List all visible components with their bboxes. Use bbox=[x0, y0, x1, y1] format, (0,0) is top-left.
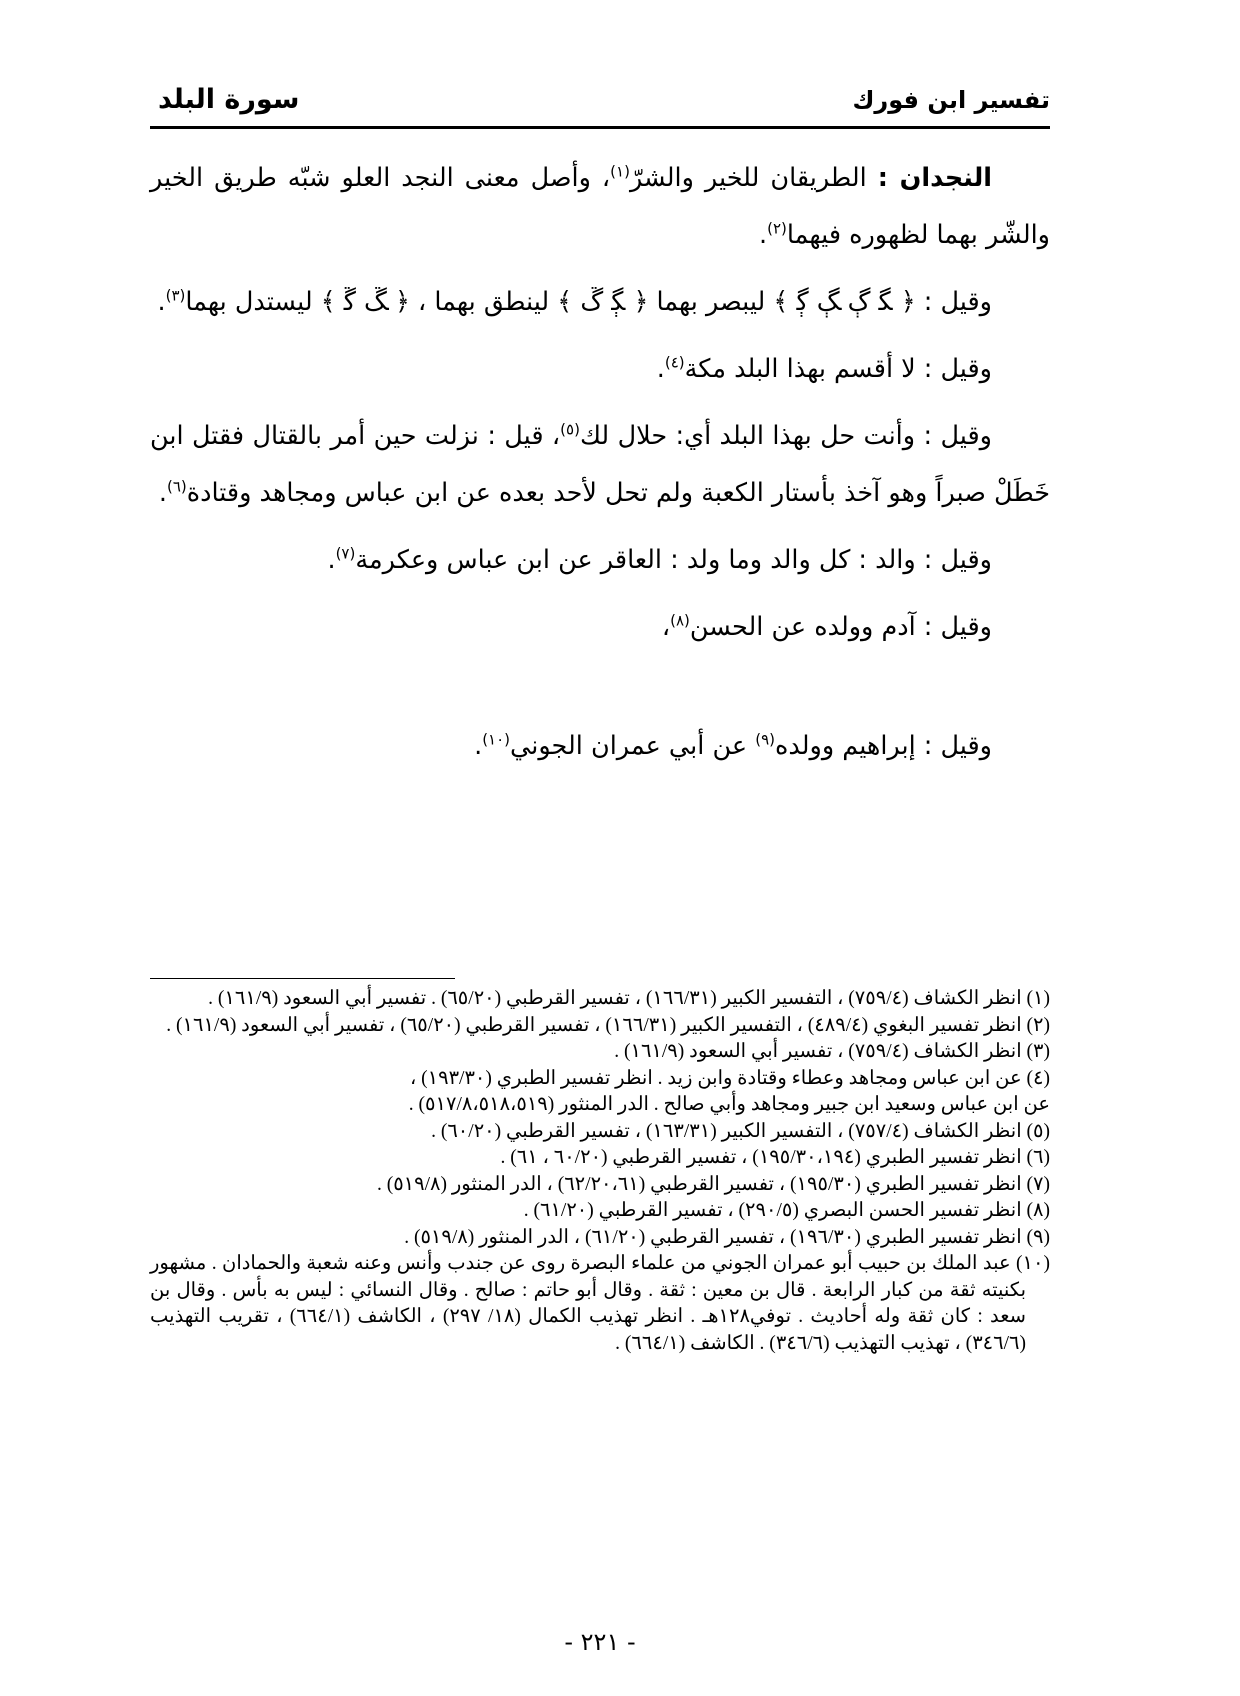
footnote-ref-3: (٣) bbox=[165, 286, 186, 305]
paragraph-hill bbox=[150, 408, 1050, 522]
book-title: تفسير ابن فورك bbox=[852, 86, 1050, 114]
footnote-item: (٢) انظر تفسير البغوي (٤٨٩/٤) ، التفسير الكبير (١٦٦/٣١) ، تفسير القرطبي (٦٥/٢٠) ، تفسير أبي السعود (١٦١/٩) . bbox=[166, 1014, 1050, 1036]
paragraph-end: ، bbox=[661, 612, 671, 642]
footnote-ref-8: (٨) bbox=[670, 611, 690, 630]
footnote-ref-10: (١٠) bbox=[482, 730, 511, 749]
paragraph-adam bbox=[150, 599, 1050, 656]
footnote-ref-2: (٢) bbox=[767, 219, 787, 238]
paragraph-end: . bbox=[656, 354, 665, 384]
footnote-item: (٣) انظر الكشاف (٧٥٩/٤) ، تفسير أبي السعود (١٦١/٩) . bbox=[614, 1041, 1050, 1062]
footnote-ref-4: (٤) bbox=[664, 353, 685, 372]
paragraph-makkah bbox=[150, 341, 1050, 398]
footnote-continuation: عن ابن عباس وسعيد ابن جبير ومجاهد وأبي صالح . الدر المنثور (٥١٧/٨،٥١٨،٥١٩) . bbox=[408, 1094, 1050, 1115]
paragraph-text: وقيل : ﴿ ﮕ ﮖ ﮗ ﮘ ﴾ ليبصر بهما ﴿ ﮙ ﮚ ﴾ لينطق بهما ، ﴿ ﮛ ﮜ ﴾ ليستدل بهما bbox=[185, 287, 992, 317]
paragraph-text: وقيل : آدم وولده عن الحسن bbox=[689, 612, 992, 642]
footnote-item: (١٠) عبد الملك بن حبيب أبو عمران الجوني من علماء البصرة روى عن جندب وأنس وعنه شعبة والحمادان . مشهور بكنيته ثقة من كبار الرابعة . قال بن معين : ثقة . وقال أبو حاتم : صالح . وقال النسائي : ليس به بأس . وقال بن سعد : كان ثقة وله أحاديث . توفي١٢٨هـ . انظر تهذيب الكمال (١٨/ ٢٩٧) ، الكاشف (٦٦٤/١) ، تقريب التهذيب (٣٤٦/٦) ، تهذيب التهذيب (٣٤٦/٦) . الكاشف (٦٦٤/١) . bbox=[150, 1253, 1050, 1354]
footnote-ref-6: (٦) bbox=[166, 477, 187, 496]
page-number: - ٢٢١ - bbox=[564, 1628, 636, 1656]
main-text bbox=[150, 150, 1050, 775]
footnote-ref-1: (١) bbox=[610, 162, 630, 181]
defined-term: النجدان : bbox=[877, 163, 993, 193]
footnote-item: (٦) انظر تفسير الطبري (١٩٥/٣٠،١٩٤) ، تفسير القرطبي (٦٠/٢٠ ، ٦١) . bbox=[500, 1147, 1050, 1168]
footnote-item: (٧) انظر تفسير الطبري (١٩٥/٣٠) ، تفسير القرطبي (٦٢/٢٠،٦١) ، الدر المنثور (٥١٩/٨) . bbox=[376, 1173, 1050, 1195]
paragraph-text: وقيل : والد : كل والد وما ولد : العاقر عن ابن عباس وعكرمة bbox=[355, 545, 992, 575]
footnote-ref-5: (٥) bbox=[560, 420, 580, 439]
paragraph-najdan bbox=[150, 150, 1050, 264]
footnote-ref-9: (٩) bbox=[755, 730, 775, 749]
paragraph-text: ، وأصل معنى النجد العلو شبّه طريق الخير والشّر بهما لظهوره فيهما bbox=[150, 163, 1050, 250]
footnote-separator bbox=[150, 978, 455, 979]
footnote-item: (٨) انظر تفسير الحسن البصري (٢٩٠/٥) ، تفسير القرطبي (٦١/٢٠) . bbox=[523, 1200, 1050, 1221]
paragraph-end: . bbox=[327, 545, 336, 575]
paragraph-end: . bbox=[157, 287, 166, 317]
paragraph-text: عن أبي عمران الجوني bbox=[510, 731, 756, 761]
paragraph-walid bbox=[150, 532, 1050, 589]
paragraph-text: ، قيل : نزلت حين أمر بالقتال فقتل ابن خَطَلْ صبراً وهو آخذ بأستار الكعبة ولم تحل لأحد بعده عن ابن عباس ومجاهد وقتادة bbox=[150, 421, 1050, 508]
paragraph-end: . bbox=[759, 220, 768, 250]
footnote-item: (٤) عن ابن عباس ومجاهد وعطاء وقتادة وابن زيد . انظر تفسير الطبري (١٩٣/٣٠) ، bbox=[409, 1067, 1050, 1089]
footnote-ref-7: (٧) bbox=[335, 544, 356, 563]
paragraph-end: . bbox=[158, 478, 167, 508]
footnote-item: (١) انظر الكشاف (٧٥٩/٤) ، التفسير الكبير (١٦٦/٣١) ، تفسير القرطبي (٦٥/٢٠) . تفسير أبي السعود (١٦١/٩) . bbox=[208, 988, 1050, 1009]
footnote-item: (٥) انظر الكشاف (٧٥٧/٤) ، التفسير الكبير (١٦٣/٣١) ، تفسير القرطبي (٦٠/٢٠) . bbox=[431, 1120, 1050, 1142]
footnotes bbox=[150, 986, 1050, 1357]
paragraph-text: وقيل : إبراهيم وولده bbox=[774, 731, 992, 761]
paragraph-end: . bbox=[474, 731, 483, 761]
paragraph-ibrahim bbox=[150, 718, 1050, 775]
paragraph-quran-verse bbox=[150, 274, 1050, 331]
paragraph-text: وقيل : وأنت حل بهذا البلد أي: حلال لك bbox=[579, 421, 992, 451]
document-page bbox=[150, 0, 1050, 1696]
running-header bbox=[150, 82, 1050, 129]
footnote-item: (٩) انظر تفسير الطبري (١٩٦/٣٠) ، تفسير القرطبي (٦١/٢٠) ، الدر المنثور (٥١٩/٨) . bbox=[404, 1226, 1050, 1248]
paragraph-text: الطريقان للخير والشرّ bbox=[629, 163, 878, 193]
surah-title: سورة البلد bbox=[158, 84, 300, 115]
paragraph-text: وقيل : لا أقسم بهذا البلد مكة bbox=[684, 354, 992, 384]
